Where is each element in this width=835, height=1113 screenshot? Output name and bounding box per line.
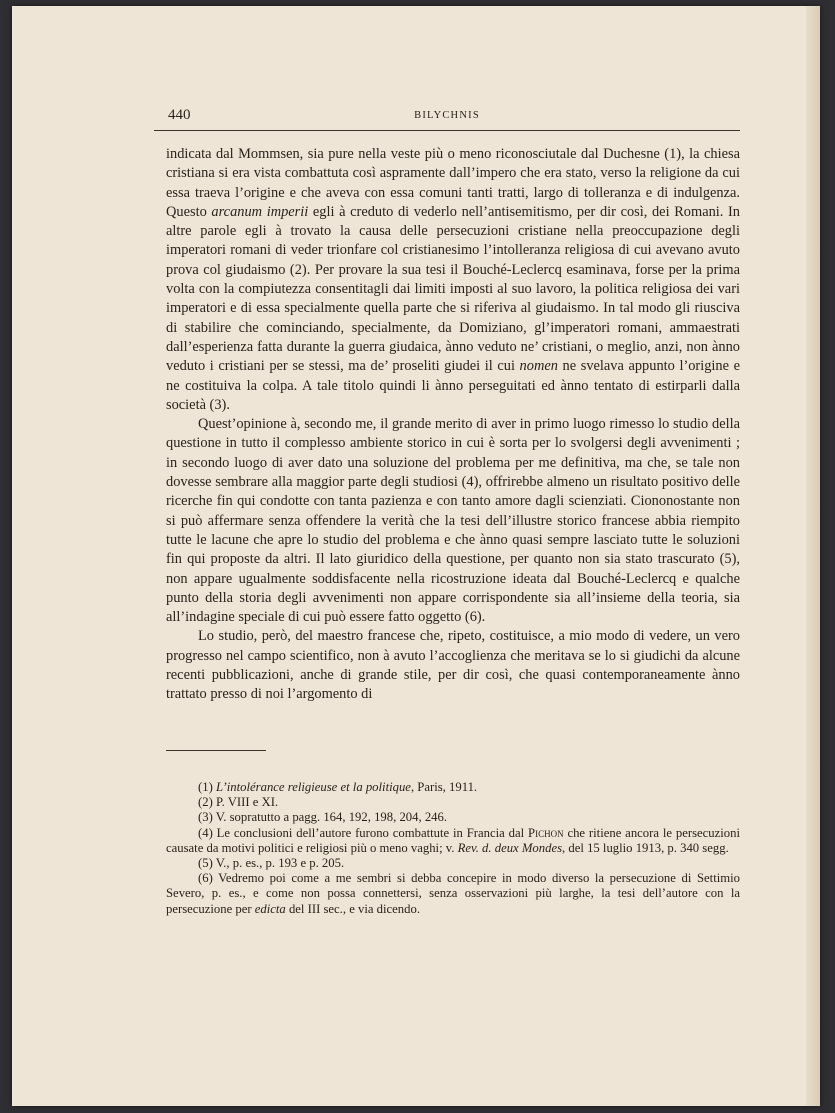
footnote-4 [166, 826, 740, 856]
paragraph-1-italic-arcanum: arcanum imperii [211, 203, 309, 220]
footnote-6-text-a: (6) Vedremo poi come a me sembri si debba concepire in modo diverso la persecuzione di Settimio Severo, p. es., e come non possa connettersi, senza osservazioni più larghe, la tesi dell’autore con la persecuzione per [166, 871, 740, 916]
paragraph-1 [166, 145, 740, 415]
footnote-3: (3) V. sopratutto a pagg. 164, 192, 198, 204, 246. [198, 810, 448, 825]
footnotes [166, 780, 740, 917]
footnote-6-text-b: del III sec., e via dicendo. [285, 901, 420, 916]
paragraph-1-text-c: egli à creduto di vederlo nell’antisemitismo, per dir così, dei Romani. In altre parole egli à trovato la causa delle persecuzioni cristiane nella preoccupazione degli imperatori romani di veder trionfare col cristianesimo l’intolleranza religiosa di cui avevano avuto prova col giudaismo (2). Per provare la sua tesi il Bouché-Leclercq esaminava, forse per la prima volta con la compiutezza consentitagli dai limiti imposti al suo lavoro, la politica religiosa dei vari imperatori e di essa specialmente quella parte che si riferiva al giudaismo. In tal modo gli riusciva di stabilire che cominciando, specialmente, da Domiziano, gl’imperatori romani, ammaestrati dall’esperienza fatta durante la guerra giudaica, ànno veduto ne’ cristiani, o meglio, anzi, non ànno veduto i cristiani per se stessi, ma de’ proseliti giudei il cui [166, 203, 741, 375]
footnote-5: (5) V., p. es., p. 193 e p. 205. [198, 856, 345, 871]
page-edge [806, 6, 820, 1106]
footnote-1-number: (1) [198, 780, 216, 794]
footnote-4-text-a: (4) Le conclusioni dell’autore furono combattute in Francia dal [198, 825, 529, 840]
footnote-1-rest: , Paris, 1911. [410, 780, 478, 794]
paragraph-1-text-a: indicata dal Mommsen, sia pure nella veste più o meno riconosciutale dal Duchesne (1), la chiesa cristiana si era vista combattuta così aspramente dall’impero che era stato, verso la religione da cui essa traeva l’origine e che aveva con essa comuni tanti tratti, largo di tolleranza e di indulgenza. Questo [166, 146, 740, 220]
page-header [154, 106, 740, 131]
footnote-1 [166, 780, 740, 795]
footnote-4-journal: Rev. d. deux Mondes [457, 840, 563, 855]
main-text [166, 145, 740, 705]
page-number: 440 [168, 107, 191, 123]
paragraph-1-text-e: ne svelava appunto l’origine e ne costituiva la colpa. A tale titolo quindi li ànno perseguitati ed ànno tentato di estirparli dalla società (3). [166, 358, 740, 413]
footnote-separator [166, 750, 266, 751]
footnote-4-text-b: che ritiene ancora le persecuzioni causate da motivi politici e religiosi più o meno vaghi; v. [166, 825, 740, 855]
footnote-6 [166, 871, 740, 917]
footnote-4-text-c: , del 15 luglio 1913, p. 340 segg. [562, 840, 729, 855]
running-title: BILYCHNIS [414, 110, 480, 121]
paragraph-1-italic-nomen: nomen [519, 358, 558, 375]
footnote-6-italic-edicta: edicta [254, 901, 286, 916]
paragraph-2: Quest’opinione à, secondo me, il grande merito di aver in primo luogo rimesso lo studio della questione in tutto il complesso ambiente storico in cui è sorta per lo svolgersi degli avvenimenti ; in secondo luogo di aver dato una soluzione del problema per me definitiva, ma che, se tale non dovesse sembrare alla maggior parte degli studiosi (4), offrirebbe almeno un risultato positivo delle ricerche fin qui condotte con tanta pazienza e con tanto amore dagli scienziati. Ciononostante non si può affermare senza offendere la verità che la tesi dell’illustre storico francese abbia riempito tutte le lacune che apre lo studio del problema e che ànno quasi sempre lasciato tutte le soluzioni fin qui proposte da altri. Il lato giuridico della questione, per quanto non sia stato trascurato (5), non appare ugualmente soddisfacente nella ricostruzione ideata dal Bouché-Leclercq e qualche punto della storia degli avvenimenti non appare corrispondente sia all’insieme della teoria, sia all’indagine speciale di cui può essere fatto oggetto (6). [166, 416, 740, 626]
footnote-4-author: Pichon [528, 825, 564, 840]
footnote-1-title: L’intolérance religieuse et la politique [215, 780, 411, 794]
paragraph-3: Lo studio, però, del maestro francese che, ripeto, costituisce, a mio modo di vedere, un vero progresso nel campo scientifico, non à avuto l’accoglienza che meritava se lo si giudichi da alcune recenti pubblicazioni, anche di grande stile, per dir così, che quasi contemporaneamente ànno trattato presso di noi l’argomento di [166, 628, 740, 703]
footnote-2: (2) P. VIII e XI. [198, 795, 279, 810]
